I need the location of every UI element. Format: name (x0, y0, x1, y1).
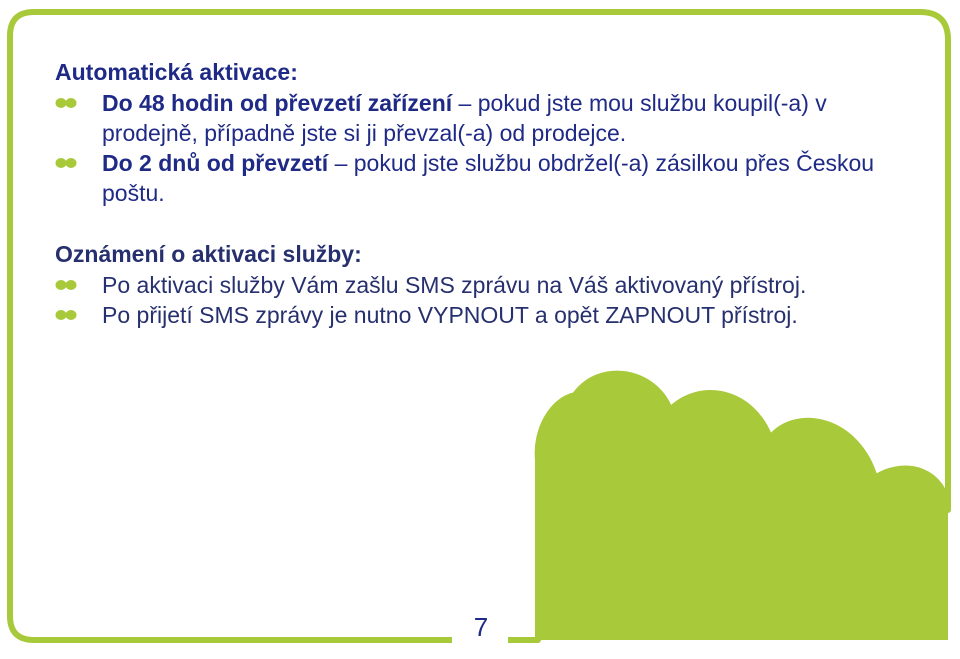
double-dot-bullet-icon (55, 97, 77, 109)
item-text: Po aktivaci služby Vám zašlu SMS zprávu na Váš aktivovaný přístroj. (102, 272, 807, 298)
bullet-list (55, 88, 915, 208)
double-dot-bullet-icon (55, 309, 77, 321)
list-item (55, 300, 915, 330)
double-dot-bullet-icon (55, 279, 77, 291)
auto-activation-section (55, 57, 915, 208)
section-heading: Automatická aktivace: (55, 59, 298, 85)
item-text: Po přijetí SMS zprávy je nutno VYPNOUT a opět ZAPNOUT přístroj. (102, 302, 798, 328)
section-heading: Oznámení o aktivaci služby: (55, 241, 362, 267)
bullet-list (55, 270, 915, 330)
double-dot-bullet-icon (55, 157, 77, 169)
page-number: 7 (473, 612, 489, 642)
list-item (55, 88, 915, 148)
item-bold-text: Do 2 dnů od převzetí (102, 150, 329, 176)
item-text: – pokud jste mou službu koupil(-a) v prodejně, případně jste si ji převzal(-a) od prodejce. (102, 90, 827, 146)
item-text: – pokud jste službu obdržel(-a) zásilkou přes Českou poštu. (102, 150, 875, 206)
content-area (55, 57, 915, 330)
item-bold-text: Do 48 hodin od převzetí zařízení (102, 90, 453, 116)
list-item (55, 270, 915, 300)
list-item (55, 148, 915, 208)
activation-notice-section (55, 239, 915, 330)
